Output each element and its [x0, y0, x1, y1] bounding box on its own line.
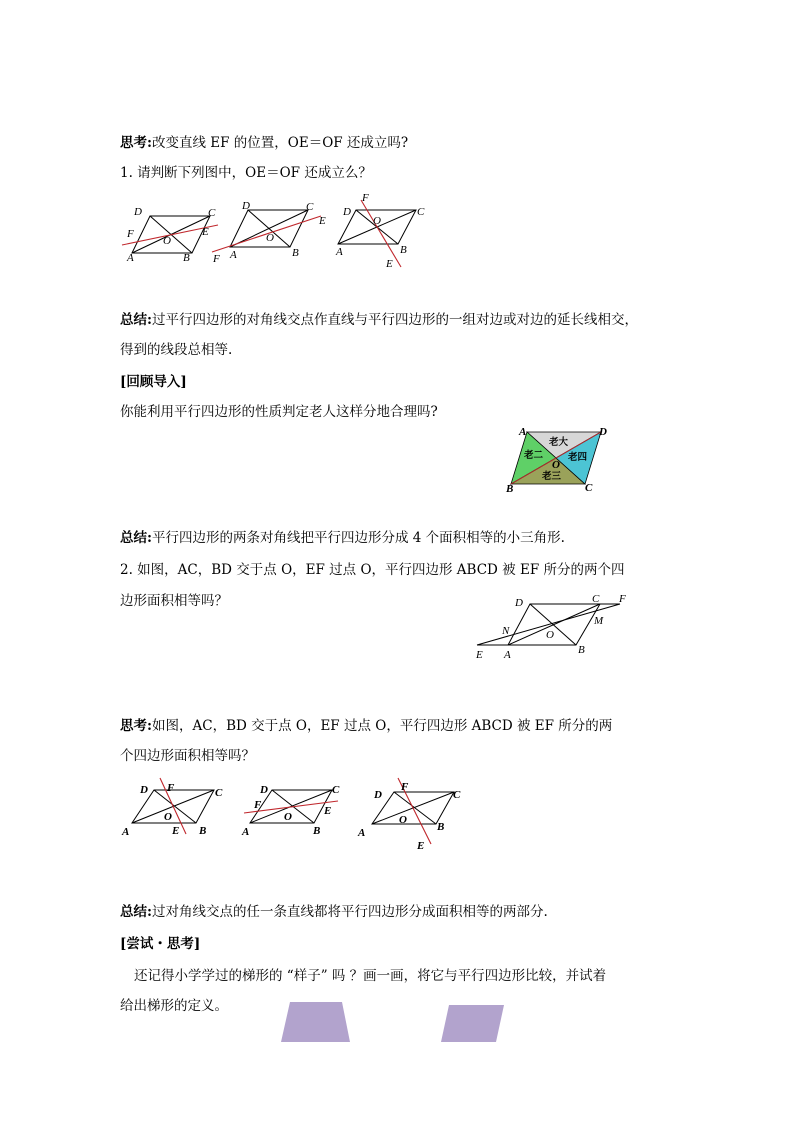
label: E	[417, 840, 425, 852]
label: O	[546, 629, 554, 641]
label: N	[502, 625, 510, 637]
label: E	[476, 649, 483, 661]
label: O	[399, 814, 407, 826]
label: B	[506, 483, 514, 495]
review-heading: [回顾导入]	[120, 374, 187, 390]
fig1-diagram-2	[212, 200, 326, 265]
label: M	[594, 615, 604, 627]
figure-1	[118, 192, 448, 280]
review-question: 你能利用平行四边形的性质判定老人这样分地合理吗?	[120, 404, 438, 420]
region-label: 老三	[542, 471, 562, 482]
label: B	[292, 247, 299, 259]
try-line2: 给出梯形的定义。	[120, 998, 228, 1014]
label: D	[343, 206, 351, 218]
region-label: 老大	[549, 437, 569, 448]
label: D	[242, 200, 250, 212]
try-line1: 还记得小学学过的梯形的 “样子” 吗 ？画一画，将它与平行四边形比较，并试着	[134, 968, 607, 984]
label: B	[578, 644, 585, 656]
label: C	[453, 789, 461, 801]
label: C	[332, 784, 340, 796]
label: F	[401, 781, 409, 793]
label: O	[552, 459, 560, 471]
label: A	[519, 426, 527, 438]
label: A	[336, 246, 343, 258]
label: D	[515, 597, 523, 609]
label: B	[183, 252, 190, 264]
label: E	[172, 825, 180, 837]
label: O	[284, 811, 292, 823]
think2-line1	[120, 716, 612, 736]
think2-line2: 个四边形面积相等吗？	[120, 748, 255, 764]
summary-text: 过平行四边形的对角线交点作直线与平行四边形的一组对边或对边的延长线相交，	[151, 312, 638, 328]
label: B	[313, 825, 321, 837]
label: O	[163, 235, 171, 247]
label: C	[208, 207, 216, 219]
fig1-diagram-1	[122, 206, 218, 264]
figure-2	[472, 592, 642, 662]
summary-label: 总结:	[120, 904, 152, 920]
question-1: 1. 请判断下列图中，OE＝OF 还成立么？	[120, 165, 372, 181]
summary2-line	[120, 528, 565, 548]
region-label: 老四	[568, 452, 588, 463]
label: E	[202, 226, 209, 238]
label: A	[358, 827, 366, 839]
label: F	[254, 799, 262, 811]
region-label: 老二	[524, 450, 544, 461]
label: O	[164, 811, 172, 823]
summary3-line	[120, 902, 548, 922]
summary1-line2: 得到的线段总相等.	[120, 342, 233, 358]
label: O	[266, 232, 274, 244]
label: E	[324, 805, 332, 817]
summary-label: 总结:	[120, 312, 152, 328]
label: A	[504, 649, 511, 661]
question-2-line1: 2. 如图，AC，BD 交于点 O，EF 过点 O，平行四边形 ABCD 被 EF 所分的两个四	[120, 562, 625, 578]
label: B	[437, 821, 445, 833]
figure-3	[118, 776, 468, 856]
fig1-diagram-3	[335, 192, 425, 270]
label: F	[619, 593, 626, 605]
fig3-diagram-2	[241, 784, 340, 838]
label: A	[127, 252, 134, 264]
question-2-line2: 边形面积相等吗？	[120, 593, 228, 609]
label: F	[167, 782, 175, 794]
label: A	[242, 826, 250, 838]
think-label: 思考:	[120, 135, 152, 151]
fig3-diagram-3	[357, 778, 461, 852]
label: E	[386, 258, 393, 270]
think-label: 思考:	[120, 718, 152, 734]
label: A	[122, 826, 130, 838]
label: C	[417, 206, 425, 218]
label: D	[599, 426, 607, 438]
label: F	[127, 228, 134, 240]
label: D	[134, 206, 142, 218]
think-text: 如图，AC，BD 交于点 O，EF 过点 O，平行四边形 ABCD 被 EF 所分的两	[151, 718, 613, 734]
think-text: 改变直线 EF 的位置，OE＝OF 还成立吗?	[151, 135, 409, 151]
label: D	[374, 789, 382, 801]
label: F	[213, 253, 220, 265]
summary-text: 过对角线交点的任一条直线都将平行四边形分成面积相等的两部分.	[151, 904, 548, 920]
fig3-diagram-1	[121, 778, 223, 838]
label: F	[362, 192, 369, 204]
label: C	[592, 593, 600, 605]
label: C	[306, 201, 314, 213]
summary-label: 总结:	[120, 530, 152, 546]
label: B	[400, 244, 407, 256]
parallelogram-shape	[441, 1004, 506, 1044]
land-figure	[505, 426, 615, 496]
label: O	[373, 215, 381, 227]
label: C	[215, 787, 223, 799]
trapezoid-shape	[280, 1000, 355, 1044]
label: C	[585, 482, 593, 494]
label: D	[140, 784, 148, 796]
think1-line	[120, 133, 408, 153]
label: B	[199, 825, 207, 837]
label: A	[230, 249, 237, 261]
label: E	[319, 215, 326, 227]
summary1-line1	[120, 310, 638, 330]
label: D	[260, 784, 268, 796]
try-heading: [尝试・思考]	[120, 936, 201, 952]
summary-text: 平行四边形的两条对角线把平行四边形分成 4 个面积相等的小三角形.	[151, 530, 565, 546]
